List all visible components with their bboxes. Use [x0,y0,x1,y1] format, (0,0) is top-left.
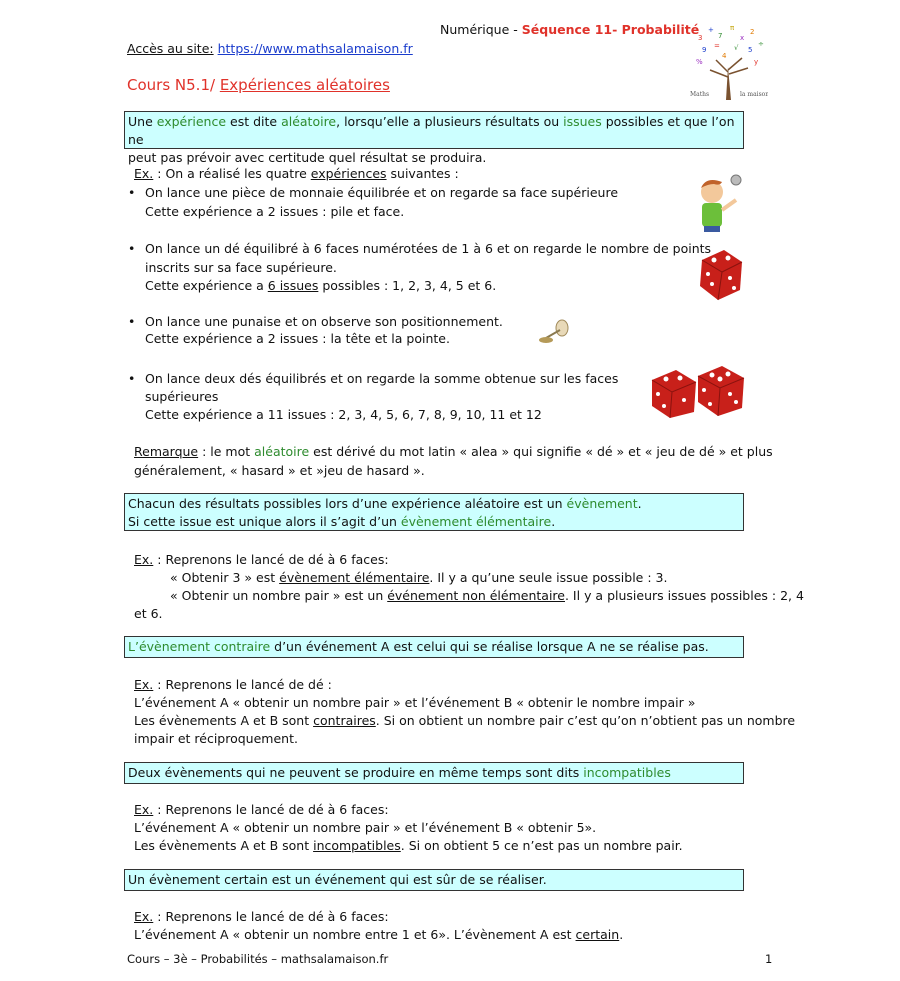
bullet: • [128,314,136,329]
two-dice-image [650,362,746,420]
example-3-line-4: impair et réciproquement. [134,731,298,746]
svg-text:7: 7 [718,32,723,40]
svg-text:√: √ [734,44,739,52]
remark-line-2: généralement, « hasard » et »jeu de hasard ». [134,463,425,478]
example-3-line-2: L’événement A « obtenir un nombre pair » et l’événement B « obtenir le nombre impair » [134,695,696,710]
svg-text:π: π [730,24,735,32]
site-access: Accès au site: https://www.mathsalamaison.fr [127,41,413,56]
tack-line-1: On lance une punaise et on observe son positionnement. [145,314,503,329]
die-line-1: On lance un dé équilibré à 6 faces numérotées de 1 à 6 et on regarde le nombre de points [145,241,712,256]
bullet: • [128,371,136,386]
svg-text:%: % [696,58,703,66]
svg-text:9: 9 [702,46,707,54]
coin-toss-boy-image [692,170,752,234]
svg-text:la maison: la maison [740,91,768,98]
definition-box-random-experiment: Une expérience est dite aléatoire, lorsqu’elle a plusieurs résultats ou issues possibles et que l’on ne peut pas prévoir avec certitude quel résultat se produira. [124,111,744,149]
die-icon [696,246,746,302]
svg-text:5: 5 [748,46,753,54]
example-2-line-3: « Obtenir un nombre pair » est un événement non élémentaire. Il y a plusieurs issues possibles : 2, 4 [170,588,804,603]
definition-box-complementary: L’évènement contraire d’un événement A est celui qui se réalise lorsque A ne se réalise pas. [124,636,744,658]
example-3-line-3: Les évènements A et B sont contraires. Si on obtient un nombre pair c’est qu’on n’obtient pas un nombre [134,713,796,728]
tack-line-2: Cette expérience a 2 issues : la tête et la pointe. [145,331,450,346]
example-3-intro: Ex. : Reprenons le lancé de dé : [134,677,332,692]
two-dice-line-3: Cette expérience a 11 issues : 2, 3, 4, 5, 6, 7, 8, 9, 10, 11 et 12 [145,407,542,422]
thumbtack-icon [536,318,572,348]
svg-text:÷: ÷ [758,40,764,48]
svg-text:+: + [708,26,714,34]
example-2-line-4: et 6. [134,606,163,621]
definition-box-event: Chacun des résultats possibles lors d’une expérience aléatoire est un évènement. Si cette issue est unique alors il s’agit d’un évènement élémentaire. [124,493,744,531]
die-line-2: inscrits sur sa face supérieure. [145,260,337,275]
svg-text:3: 3 [698,34,703,42]
two-dice-line-1: On lance deux dés équilibrés et on regarde la somme obtenue sur les faces [145,371,619,386]
svg-text:4: 4 [722,52,727,60]
die-image [696,246,746,302]
die-line-3: Cette expérience a 6 issues possibles : 1, 2, 3, 4, 5 et 6. [145,278,497,293]
svg-text:2: 2 [750,28,755,36]
dice-icon [650,362,746,420]
svg-text:x: x [740,34,745,42]
definition-box-incompatible: Deux évènements qui ne peuvent se produire en même temps sont dits incompatibles [124,762,744,784]
example-4-line-2: L’événement A « obtenir un nombre pair » et l’événement B « obtenir 5». [134,820,597,835]
definition-box-certain: Un évènement certain est un événement qui est sûr de se réaliser. [124,869,744,891]
example-5-line-2: L’événement A « obtenir un nombre entre 1 et 6». L’évènement A est certain. [134,927,624,942]
example-2-intro: Ex. : Reprenons le lancé de dé à 6 faces: [134,552,389,567]
coin-line-1: On lance une pièce de monnaie équilibrée et on regarde sa face supérieure [145,185,619,200]
logo-tree-image [688,22,768,104]
two-dice-line-2: supérieures [145,389,219,404]
example-4-intro: Ex. : Reprenons le lancé de dé à 6 faces: [134,802,389,817]
boy-icon [692,170,752,234]
svg-text:y: y [754,58,759,66]
bullet: • [128,241,136,256]
remark-line-1: Remarque : le mot aléatoire est dérivé du mot latin « alea » qui signifie « dé » et « jeu de dé » et plus [134,444,773,459]
header-sequence: Numérique - Séquence 11- Probabilité [440,22,700,37]
example-2-line-2: « Obtenir 3 » est évènement élémentaire. Il y a qu’une seule issue possible : 3. [170,570,668,585]
coin-line-2: Cette expérience a 2 issues : pile et face. [145,204,405,219]
footer-text: Cours – 3è – Probabilités – mathsalamaison.fr [127,952,389,966]
site-link[interactable]: https://www.mathsalamaison.fr [217,41,413,56]
example-intro: Ex. : On a réalisé les quatre expériences suivantes : [134,166,459,181]
page-number: 1 [765,952,773,966]
svg-text:=: = [714,42,720,50]
example-5-intro: Ex. : Reprenons le lancé de dé à 6 faces: [134,909,389,924]
thumbtack-image [536,318,572,348]
svg-text:Maths: Maths [690,91,710,98]
page-title: Cours N5.1/ Expériences aléatoires [127,76,390,94]
bullet: • [128,185,136,200]
example-4-line-3: Les évènements A et B sont incompatibles. Si on obtient 5 ce n’est pas un nombre pair. [134,838,683,853]
tree-icon [688,22,768,104]
